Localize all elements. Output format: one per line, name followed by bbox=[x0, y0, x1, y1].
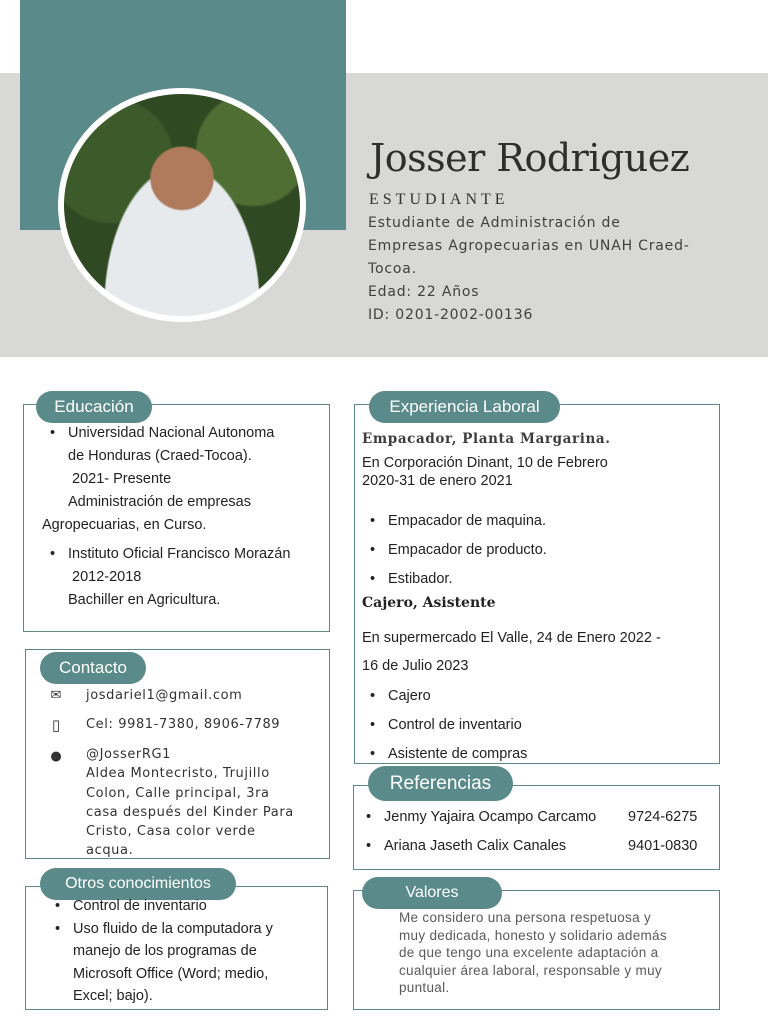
reference-name: Ariana Jaseth Calix Canales bbox=[384, 838, 567, 854]
skill-line: • Control de inventario bbox=[73, 898, 207, 914]
education-line: Bachiller en Agricultura. bbox=[68, 592, 221, 608]
envelope-icon: ✉ bbox=[50, 688, 62, 703]
job2-desc bbox=[362, 624, 661, 680]
education-entry bbox=[68, 422, 332, 514]
job2-desc-line: 16 de Julio 2023 bbox=[362, 658, 469, 674]
reference-item bbox=[384, 803, 704, 832]
job2-list bbox=[388, 682, 527, 769]
job1-desc-line: 2020-31 de enero 2021 bbox=[362, 473, 513, 489]
job2-desc-line: En supermercado El Valle, 24 de Enero 2022 - bbox=[362, 630, 661, 646]
address-line: Colon, Calle principal, 3ra bbox=[86, 785, 270, 801]
education-line: • Instituto Oficial Francisco Morazán bbox=[68, 546, 291, 562]
job2-item: • Asistente de compras bbox=[388, 740, 527, 769]
job2-item: • Control de inventario bbox=[388, 711, 527, 740]
address-line: acqua. bbox=[86, 843, 134, 859]
person-icon: ● bbox=[50, 749, 62, 764]
job1-desc bbox=[362, 454, 608, 490]
intro-line: Empresas Agropecuarias en UNAH Craed- bbox=[368, 238, 690, 254]
job2-item: • Cajero bbox=[388, 682, 527, 711]
contact-address bbox=[86, 745, 294, 861]
job1-item: • Estibador. bbox=[388, 565, 547, 594]
education-line: de Honduras (Craed-Tocoa). bbox=[68, 448, 252, 464]
job2-title: Cajero, Asistente bbox=[362, 595, 496, 611]
skills-heading: Otros conocimientos bbox=[40, 868, 236, 900]
reference-phone: 9401-0830 bbox=[628, 838, 698, 854]
values-heading: Valores bbox=[362, 877, 502, 909]
values-line: de que tengo una excelente adaptación a bbox=[399, 945, 659, 960]
job1-item: • Empacador de producto. bbox=[388, 536, 547, 565]
role-title: ESTUDIANTE bbox=[369, 191, 509, 208]
intro-line: Estudiante de Administración de bbox=[368, 215, 621, 231]
education-line: Administración de empresas bbox=[68, 494, 251, 510]
job1-desc-line: En Corporación Dinant, 10 de Febrero bbox=[362, 455, 608, 471]
education-line: Agropecuarias, en Curso. bbox=[42, 517, 207, 533]
skill-item bbox=[73, 895, 273, 918]
phone-icon: ▯ bbox=[51, 716, 61, 734]
reference-item bbox=[384, 832, 704, 861]
education-line: 2012-2018 bbox=[72, 569, 142, 585]
education-line: • Universidad Nacional Autonoma bbox=[68, 425, 275, 441]
job1-title: Empacador, Planta Margarina. bbox=[362, 431, 611, 447]
contact-heading: Contacto bbox=[40, 652, 146, 684]
intro-text bbox=[368, 212, 728, 327]
email-text[interactable]: josdariel1@gmail.com bbox=[86, 688, 243, 703]
phone-text: Cel: 9981-7380, 8906-7789 bbox=[86, 717, 281, 732]
full-name: Josser Rodriguez bbox=[370, 136, 690, 180]
skill-line: Microsoft Office (Word; medio, bbox=[73, 965, 269, 982]
education-entry bbox=[68, 543, 332, 612]
job1-item: • Empacador de maquina. bbox=[388, 507, 547, 536]
skills-list bbox=[73, 895, 273, 1008]
address-line: Aldea Montecristo, Trujillo bbox=[86, 766, 270, 782]
skill-line: manejo de los programas de bbox=[73, 943, 257, 959]
values-line: cualquier área laboral, responsable y muy bbox=[399, 962, 662, 978]
address-line: casa después del Kinder Para bbox=[86, 804, 294, 820]
skill-line: • Uso fluido de la computadora y bbox=[73, 920, 273, 937]
experience-heading: Experiencia Laboral bbox=[369, 391, 560, 423]
id-line: ID: 0201-2002-00136 bbox=[368, 307, 534, 323]
values-line: puntual. bbox=[399, 980, 450, 995]
skill-item bbox=[73, 918, 273, 1008]
reference-phone: 9724-6275 bbox=[628, 809, 698, 825]
references-heading: Referencias bbox=[368, 766, 513, 801]
education-line: 2021- Presente bbox=[72, 471, 172, 487]
social-handle: @JosserRG1 bbox=[86, 747, 172, 762]
references-list bbox=[384, 803, 704, 861]
education-list bbox=[42, 422, 332, 612]
values-line: muy dedicada, honesto y solidario además bbox=[399, 927, 667, 943]
skill-line: Excel; bajo). bbox=[73, 988, 153, 1004]
age-line: Edad: 22 Años bbox=[368, 284, 480, 300]
values-line: Me considero una persona respetuosa y bbox=[399, 910, 651, 925]
address-line: Cristo, Casa color verde bbox=[86, 824, 256, 840]
profile-photo bbox=[64, 94, 300, 316]
values-text bbox=[399, 909, 667, 997]
education-heading: Educación bbox=[36, 391, 152, 423]
intro-line: Tocoa. bbox=[368, 261, 417, 277]
reference-name: Jenmy Yajaira Ocampo Carcamo bbox=[384, 809, 597, 825]
job1-list bbox=[388, 507, 547, 594]
